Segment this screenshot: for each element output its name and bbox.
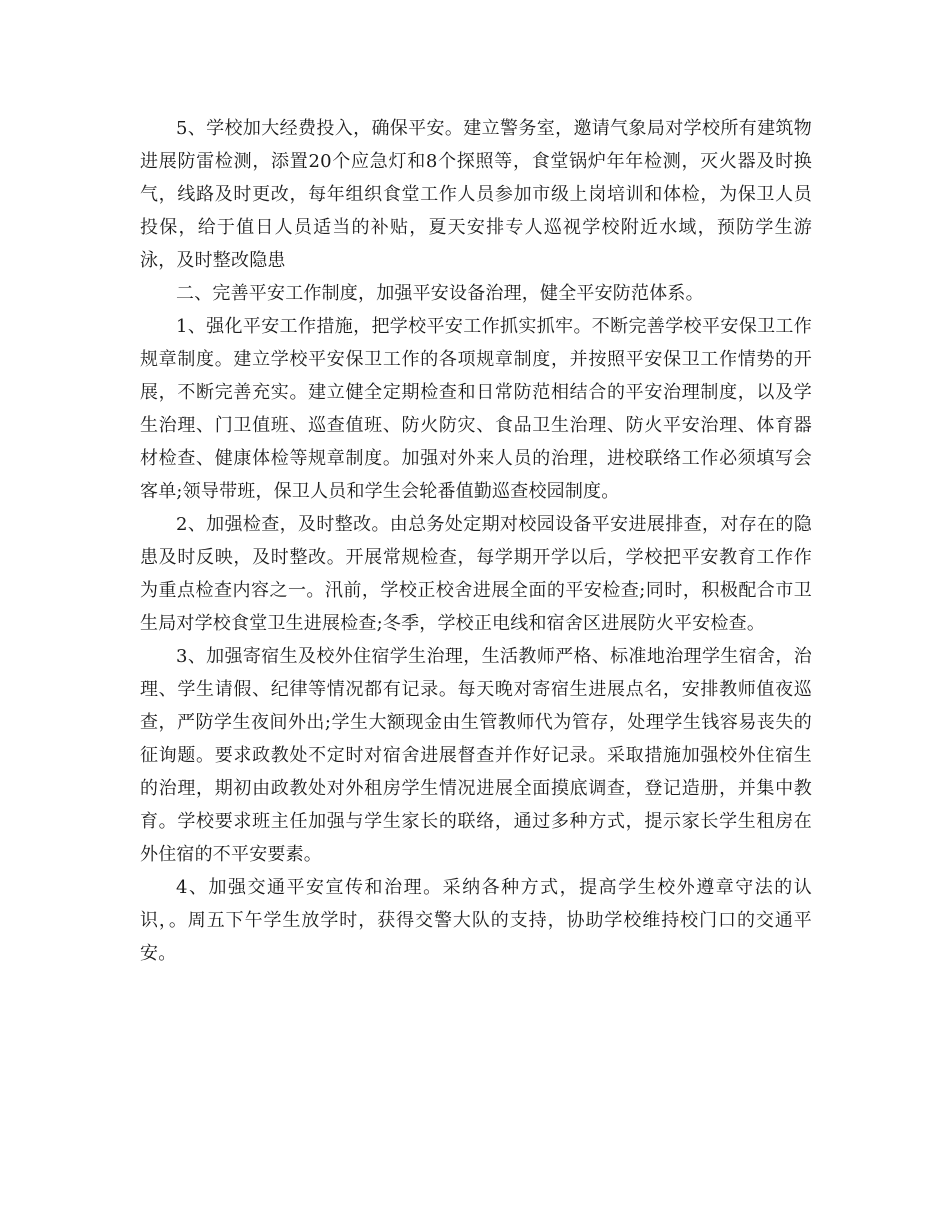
paragraph-boarding-students: 3、加强寄宿生及校外住宿学生治理，生活教师严格、标准地治理学生宿舍，治理、学生请假、纪律等情况都有记录。每天晚对寄宿生进展点名，安排教师值夜巡查，严防学生夜间外出;学生大额现金由生管教师代为管存，处理学生钱容易丧失的征询题。要求政教处不定时对宿舍进展督查并作好记录。采取措施加强校外住宿生的治理，期初由政教处对外租房学生情况进展全面摸底调查，登记造册，并集中教育。学校要求班主任加强与学生家长的联络，通过多种方式，提示家长学生租房在外住宿的不平安要素。 — [140, 646, 812, 865]
paragraph-inspection: 2、加强检查，及时整改。由总务处定期对校园设备平安进展排查，对存在的隐患及时反映，及时整改。开展常规检查，每学期开学以后，学校把平安教育工作作为重点检查内容之一。汛前，学校正校舍进展全面的平安检查;同时，积极配合市卫生局对学校食堂卫生进展检查;冬季，学校正电线和宿舍区进展防火平安检查。 — [140, 514, 812, 634]
document-body — [140, 112, 812, 970]
paragraph-investment: 5、学校加大经费投入，确保平安。建立警务室，邀请气象局对学校所有建筑物进展防雷检测，添置20个应急灯和8个探照等，食堂锅炉年年检测，灭火器及时换气，线路及时更改，每年组织食堂工作人员参加市级上岗培训和体检，为保卫人员投保，给于值日人员适当的补贴，夏天安排专人巡视学校附近水域，预防学生游泳，及时整改隐患 — [140, 118, 812, 271]
section-heading-two: 二、完善平安工作制度，加强平安设备治理，健全平安防范体系。 — [176, 283, 704, 304]
paragraph-safety-measures: 1、强化平安工作措施，把学校平安工作抓实抓牢。不断完善学校平安保卫工作规章制度。建立学校平安保卫工作的各项规章制度，并按照平安保卫工作情势的开展，不断完善充实。建立健全定期检查和日常防范相结合的平安治理制度，以及学生治理、门卫值班、巡查值班、防火防灾、食品卫生治理、防火平安治理、体育器材检查、健康体检等规章制度。加强对外来人员的治理，进校联络工作必须填写会客单;领导带班，保卫人员和学生会轮番值勤巡查校园制度。 — [140, 316, 812, 502]
paragraph-traffic-safety: 4、加强交通平安宣传和治理。采纳各种方式，提高学生校外遵章守法的认识，。周五下午学生放学时，获得交警大队的支持，协助学校维持校门口的交通平安。 — [140, 877, 812, 964]
